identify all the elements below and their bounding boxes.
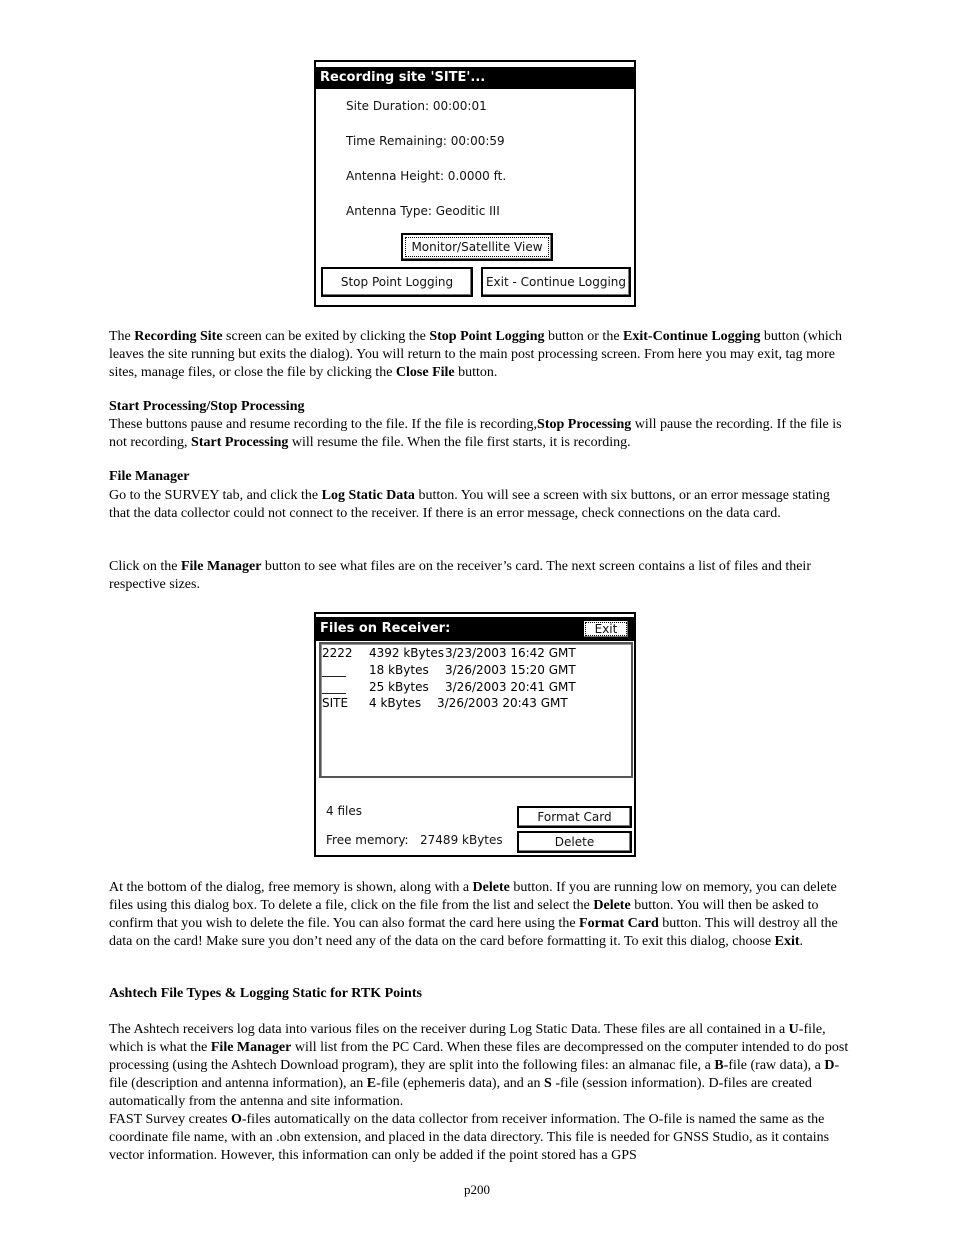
- file-manager-paragraph: [109, 487, 849, 523]
- bold-term: E: [366, 1076, 377, 1091]
- bold-term: O: [230, 1112, 242, 1127]
- file-name: SITE: [322, 696, 349, 710]
- recording-site-dialog: [314, 60, 636, 307]
- text: button or the: [544, 329, 624, 344]
- file-name: 2222: [322, 646, 353, 660]
- text: button to see what files are on the receiver’s card. The next screen contains a list of files and their respective sizes.: [109, 559, 811, 592]
- text: .: [799, 934, 804, 949]
- text: -files automatically on the data collector from receiver information. The O-file is named the same as the coordinate file name, with an .obn extension, and placed in the data directory. This file is needed for GNSS Studio, as it contains vector information. However, this information can only be added if the point stored has a GPS: [109, 1112, 830, 1163]
- bold-term: U: [788, 1022, 799, 1037]
- bold-term: Exit-Continue Logging: [623, 329, 761, 344]
- text: will list from the PC Card. When these files are decompressed on the computer intended to do post processing (using the Ashtech Download program), they are split into the following files: an almanac file, a: [109, 1040, 849, 1073]
- file-name: ____: [322, 680, 346, 694]
- section-heading-file-manager: File Manager: [109, 469, 190, 484]
- files-on-receiver-dialog: [314, 612, 636, 857]
- file-date: 3/26/2003 20:43 GMT: [437, 696, 568, 710]
- format-card-button[interactable]: Format Card: [517, 806, 632, 828]
- site-duration: Site Duration: 00:00:01: [346, 99, 487, 113]
- file-date: 3/26/2003 20:41 GMT: [445, 680, 576, 694]
- bold-term: Format Card: [579, 916, 659, 931]
- click-file-manager-paragraph: [109, 558, 849, 594]
- text: button. You will see a screen with six buttons, or an error message stating that the data collector could not connect to the receiver. If there is an error message, check connections on the data card.: [109, 488, 830, 521]
- text: button. You will then be asked to confirm that you wish to delete the file. You can also format the card here using the: [109, 898, 819, 931]
- file-count: 4 files: [326, 804, 362, 818]
- text: button. This will destroy all the data on the card! Make sure you don’t need any of the data on the card before formatting it. To exit this dialog, choose: [109, 916, 838, 949]
- file-size: 25 kBytes: [369, 680, 429, 694]
- text: will resume the file. When the file first starts, it is recording.: [288, 435, 631, 450]
- bold-term: Stop Processing: [537, 417, 632, 432]
- exit-button[interactable]: Exit: [582, 619, 630, 639]
- bold-term: S: [544, 1076, 552, 1091]
- bold-term: Delete: [593, 898, 631, 913]
- text: The: [109, 329, 135, 344]
- text: button (which leaves the site running but exits the dialog). You will return to the main post processing screen. From here you may exit, tag more sites, manage files, or close the file by clicking the: [109, 329, 842, 380]
- text: Click on the: [109, 559, 181, 574]
- bold-term: Stop Point Logging: [429, 329, 545, 344]
- text: At the bottom of the dialog, free memory is shown, along with a: [109, 880, 473, 895]
- text: The Ashtech receivers log data into various files on the receiver during Log Static Data. These files are all contained in a: [109, 1022, 789, 1037]
- time-remaining: Time Remaining: 00:00:59: [346, 134, 505, 148]
- antenna-type: Antenna Type: Geoditic III: [346, 204, 500, 218]
- text: button. If you are running low on memory, you can delete files using this dialog box. To delete a file, click on the file from the list and select the: [109, 880, 837, 913]
- text: -file (description and antenna information), an: [109, 1058, 840, 1091]
- file-size: 18 kBytes: [369, 663, 429, 677]
- file-size: 4 kBytes: [369, 696, 422, 710]
- text: -file (session information). D-files are created automatically from the antenna and site information.: [109, 1076, 812, 1109]
- recording-site-paragraph: [109, 328, 849, 382]
- section-heading-ashtech: Ashtech File Types & Logging Static for RTK Points: [109, 986, 422, 1001]
- dialog-title: Recording site 'SITE'...: [316, 67, 634, 89]
- text: Go to the SURVEY tab, and click the: [109, 488, 322, 503]
- section-heading-processing: Start Processing/Stop Processing: [109, 399, 305, 414]
- bold-term: D: [824, 1058, 835, 1073]
- text: screen can be exited by clicking the: [222, 329, 430, 344]
- text: -file (ephemeris data), and an: [376, 1076, 545, 1091]
- text: FAST Survey creates: [109, 1112, 231, 1127]
- file-size: 4392 kBytes: [369, 646, 444, 660]
- processing-paragraph: [109, 416, 849, 452]
- file-name: ____: [322, 663, 346, 677]
- bold-term: Log Static Data: [321, 488, 415, 503]
- text: button.: [454, 365, 498, 380]
- bold-term: File Manager: [180, 559, 262, 574]
- dialog-title: Files on Receiver:: [316, 617, 634, 641]
- bold-term: File Manager: [210, 1040, 292, 1055]
- text: will pause the recording. If the file is not recording,: [109, 417, 842, 450]
- bold-term: Close File: [395, 365, 455, 380]
- bold-term: Delete: [472, 880, 510, 895]
- antenna-height: Antenna Height: 0.0000 ft.: [346, 169, 507, 183]
- monitor-satellite-view-button[interactable]: Monitor/Satellite View: [401, 233, 553, 261]
- file-date: 3/26/2003 15:20 GMT: [445, 663, 576, 677]
- file-list[interactable]: [319, 642, 633, 778]
- text: These buttons pause and resume recording to the file. If the file is recording,: [109, 417, 538, 432]
- bold-term: Start Processing: [191, 435, 289, 450]
- exit-continue-logging-button[interactable]: Exit - Continue Logging: [481, 267, 631, 297]
- text: -file, which is what the: [109, 1022, 826, 1055]
- ashtech-paragraph: [109, 1021, 849, 1165]
- stop-point-logging-button[interactable]: Stop Point Logging: [321, 267, 473, 297]
- delete-button[interactable]: Delete: [517, 831, 632, 853]
- delete-format-paragraph: [109, 879, 849, 951]
- bold-term: Recording Site: [134, 329, 223, 344]
- file-date: 3/23/2003 16:42 GMT: [445, 646, 576, 660]
- free-memory: Free memory: 27489 kBytes: [326, 833, 503, 847]
- bold-term: B: [714, 1058, 724, 1073]
- text: -file (raw data), a: [723, 1058, 825, 1073]
- page-number: p200: [464, 1182, 490, 1197]
- bold-term: Exit: [774, 934, 800, 949]
